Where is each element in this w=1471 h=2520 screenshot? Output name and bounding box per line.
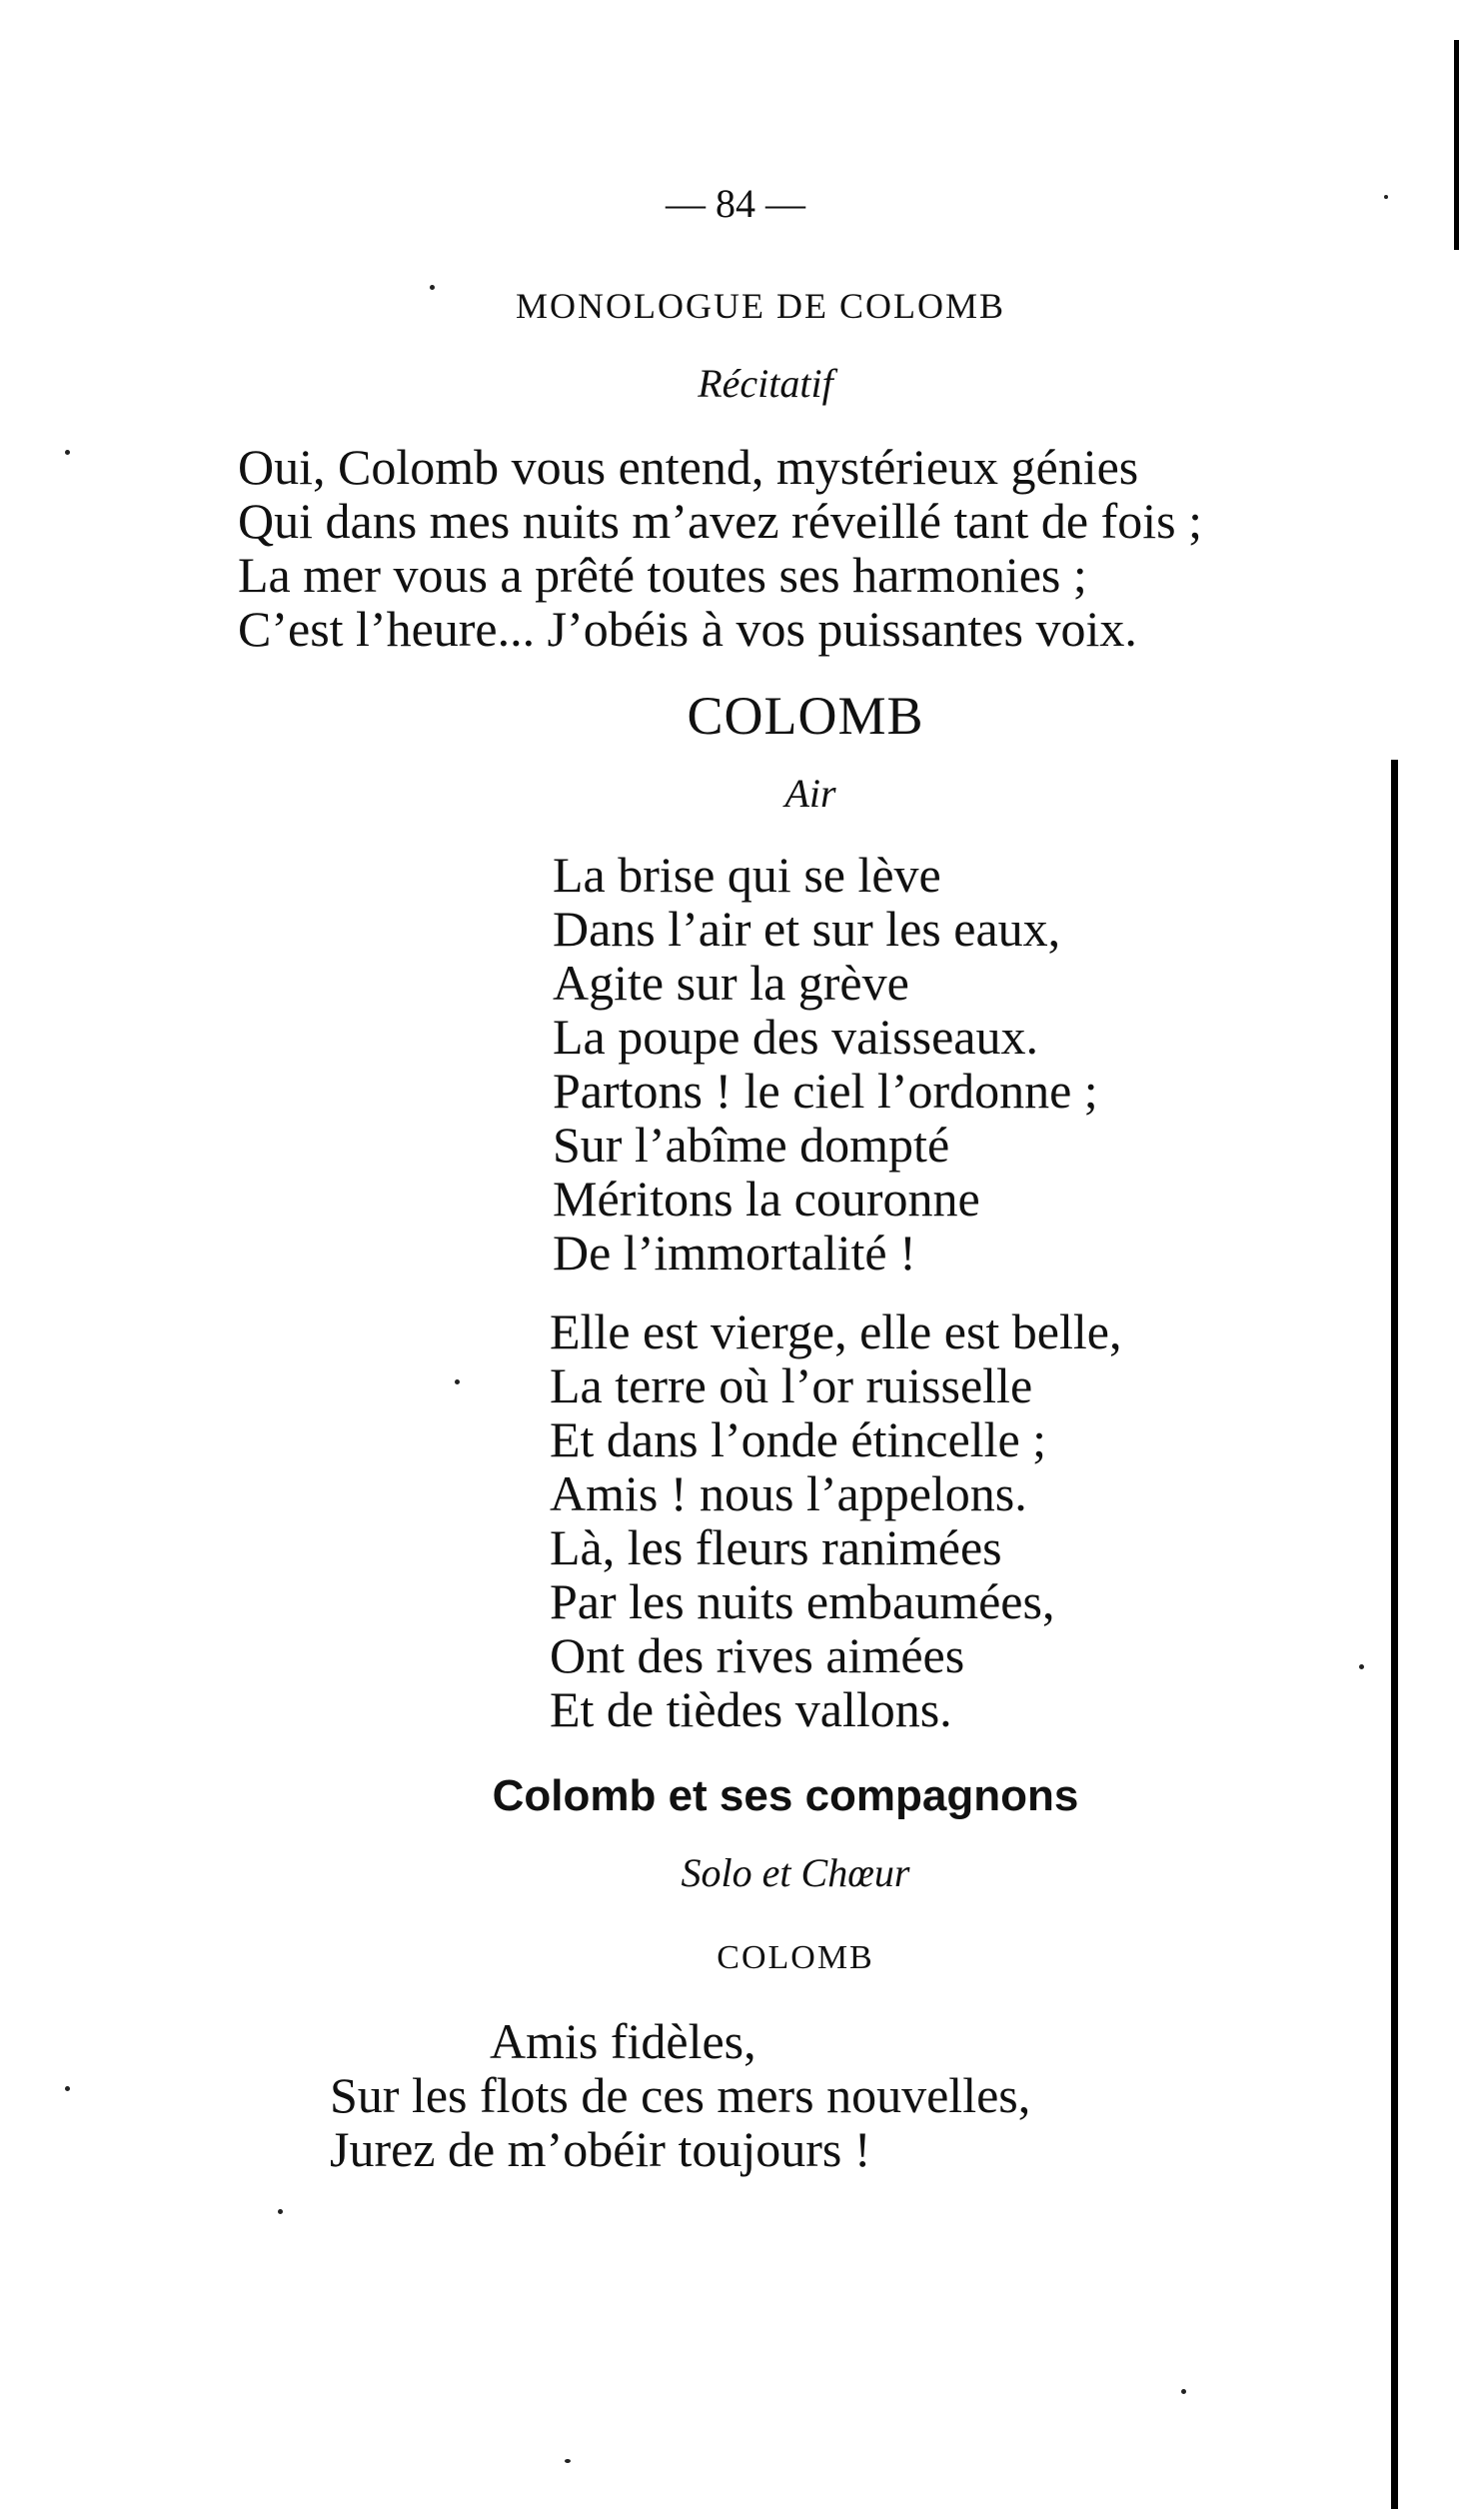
scan-speck bbox=[455, 1379, 460, 1384]
verse-line: Sur l’abîme dompté bbox=[553, 1117, 950, 1173]
colomb-heading: COLOMB bbox=[687, 686, 924, 746]
air-label: Air bbox=[784, 771, 836, 816]
verse-line: Qui dans mes nuits m’avez réveillé tant de fois ; bbox=[238, 493, 1203, 549]
verse-line: C’est l’heure... J’obéis à vos puissantes voix. bbox=[238, 601, 1137, 657]
verse-line: Partons ! le ciel l’ordonne ; bbox=[553, 1063, 1098, 1119]
scan-speck bbox=[278, 2209, 283, 2214]
scan-speck bbox=[1359, 1664, 1364, 1669]
verse-line: Par les nuits embaumées, bbox=[550, 1573, 1055, 1629]
final-stanza bbox=[330, 2014, 1030, 2176]
verse-line: Jurez de m’obéir toujours ! bbox=[330, 2121, 871, 2177]
verse-line: Méritons la couronne bbox=[553, 1171, 980, 1227]
speaker-label: COLOMB bbox=[717, 1939, 874, 1976]
recitatif-stanza bbox=[238, 440, 1202, 656]
verse-line: Dans l’air et sur les eaux, bbox=[553, 901, 1061, 957]
stanza-one bbox=[553, 848, 1098, 1279]
verse-line: La terre où l’or ruisselle bbox=[550, 1357, 1033, 1413]
verse-line: Oui, Colomb vous entend, mystérieux génies bbox=[238, 439, 1139, 495]
page-number: — 84 — bbox=[666, 181, 805, 226]
verse-line: Et de tièdes vallons. bbox=[550, 1681, 952, 1737]
verse-line: La poupe des vaisseaux. bbox=[553, 1009, 1038, 1065]
solo-label: Solo et Chœur bbox=[681, 1850, 910, 1895]
monologue-title: MONOLOGUE DE COLOMB bbox=[516, 286, 1005, 326]
verse-line: Amis fidèles, bbox=[490, 2013, 756, 2069]
verse-line: Et dans l’onde étincelle ; bbox=[550, 1411, 1047, 1467]
verse-line: La mer vous a prêté toutes ses harmonies ; bbox=[238, 547, 1087, 603]
scan-speck bbox=[565, 2459, 571, 2463]
scan-speck bbox=[1181, 2389, 1186, 2394]
stanza-two bbox=[550, 1304, 1121, 1736]
scan-speck bbox=[65, 450, 70, 455]
scan-speck bbox=[65, 2086, 70, 2091]
verse-line: Là, les fleurs ranimées bbox=[550, 1519, 1002, 1575]
verse-line: Elle est vierge, elle est belle, bbox=[550, 1303, 1122, 1359]
verse-line: Amis ! nous l’appelons. bbox=[550, 1465, 1027, 1521]
page-edge-line-main bbox=[1391, 760, 1398, 2509]
verse-line: Ont des rives aimées bbox=[550, 1627, 965, 1683]
verse-line: De l’immortalité ! bbox=[553, 1225, 916, 1280]
section-heading: Colomb et ses compagnons bbox=[492, 1771, 1079, 1820]
verse-line: Agite sur la grève bbox=[553, 955, 909, 1011]
verse-line: Sur les flots de ces mers nouvelles, bbox=[330, 2067, 1031, 2123]
recitatif-label: Récitatif bbox=[698, 361, 833, 406]
verse-line: La brise qui se lève bbox=[553, 847, 941, 903]
